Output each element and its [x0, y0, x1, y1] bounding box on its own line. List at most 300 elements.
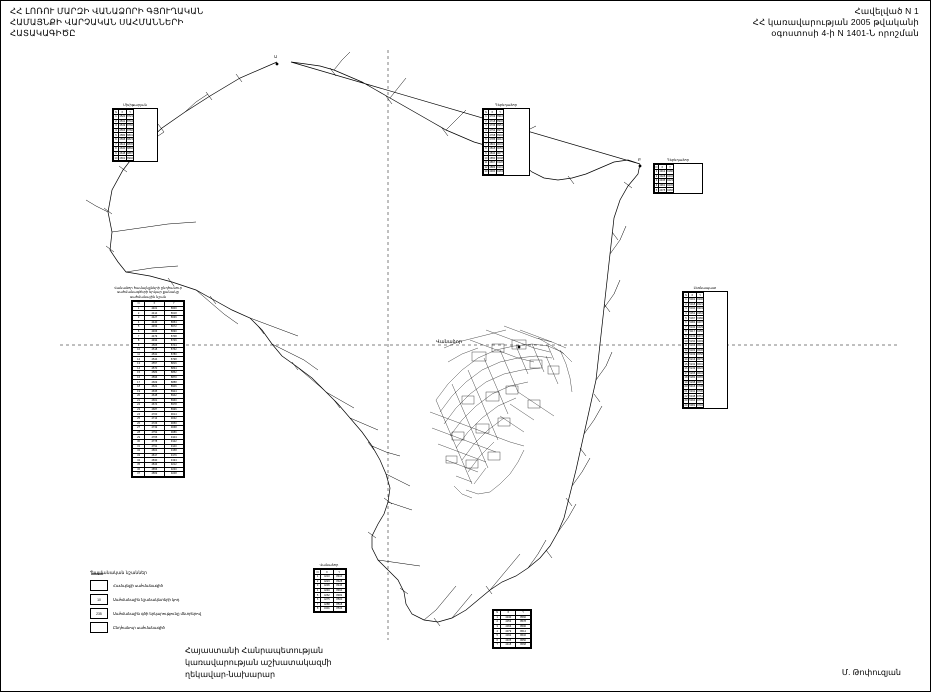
- table-cell: 8932: [497, 119, 503, 123]
- table-cell: 9248: [164, 472, 183, 477]
- title-left: ՀՀ ԼՈՌՈՒ ՄԱՐԶԻ ՎԱՆԱՁՈՐԻ ԳՅՈՒՂԱԿԱՆ ՀԱՄԱՅՆՔԻ ՎԱՐՉԱԿԱՆ ՍԱՀՄԱՆՆԵՐԻ ՀԱՏԱԿԱԳԻԾԸ: [10, 6, 204, 38]
- table-cell: 4236: [321, 584, 333, 589]
- table-cell: 9: [685, 334, 687, 338]
- table-cell: 8: [315, 607, 321, 612]
- table-cell: 4440: [145, 320, 164, 325]
- table-cell: 4830: [145, 458, 164, 463]
- table-cell: 4726: [145, 421, 164, 426]
- table-cell: 5: [685, 316, 687, 320]
- table-cell: 8960: [164, 398, 183, 403]
- table-cell: 8721: [127, 115, 133, 119]
- table-cell: 4850: [489, 156, 496, 160]
- table-cell: 8464: [333, 588, 345, 593]
- table-cell: 8762: [164, 348, 183, 353]
- table-cell: 4752: [145, 430, 164, 435]
- table-cell: 3: [133, 316, 145, 321]
- table-cell: 4366: [501, 624, 516, 629]
- table-cell: 11: [484, 161, 488, 165]
- table-header-cell: N: [655, 165, 658, 169]
- table-cell: 4856: [145, 467, 164, 472]
- table-cell: 4598: [119, 138, 126, 142]
- table-cell: 4648: [145, 394, 164, 399]
- table-cell: 4768: [489, 133, 496, 137]
- table-block-debedadzor-east: [653, 158, 703, 194]
- title-right: Հավելված N 1 ՀՀ կառավարության 2005 թվականի օգոստոսի 4-ի N 1401-Ն որոշման: [752, 6, 919, 38]
- table-cell: 4570: [145, 366, 164, 371]
- table-cell: 5216: [689, 357, 696, 361]
- table-cell: 9212: [164, 463, 183, 468]
- table-cell: 6: [115, 138, 117, 142]
- table-cell: 1: [315, 575, 321, 580]
- table-cell: 5: [494, 633, 501, 638]
- table-cell: 9223: [667, 179, 673, 183]
- table-cell: 5150: [689, 339, 696, 343]
- table-cell: 8578: [516, 620, 531, 625]
- table-cell: 9536: [697, 348, 703, 352]
- table-cell: 1: [655, 170, 658, 174]
- table-cell: 9515: [697, 344, 703, 348]
- table-cell: 4453: [145, 325, 164, 330]
- table-cell: 8801: [127, 133, 133, 137]
- table-cell: 8906: [164, 384, 183, 389]
- table-cell: 22: [133, 403, 145, 408]
- table-cell: 3: [315, 584, 321, 589]
- table-cell: 8924: [164, 389, 183, 394]
- legend-label-2: Սահմանային գծի երկարությունը մետրերով: [113, 612, 201, 616]
- table-cell: 4531: [145, 352, 164, 357]
- table-cell: 5: [133, 325, 145, 330]
- table-cell: 9644: [697, 371, 703, 375]
- table-cell: 15: [684, 362, 688, 366]
- table-row: [494, 643, 531, 648]
- table-cell: 5199: [689, 353, 696, 357]
- table-caption-nw: Մխիթարյան: [123, 103, 147, 107]
- table-cell: 4961: [659, 183, 666, 187]
- table-header-cell: Y: [164, 302, 183, 307]
- table-cell: 12: [133, 357, 145, 362]
- legend-label-0: Համայնքի սահմանագիծ: [113, 584, 163, 588]
- table-cell: 4801: [489, 142, 496, 146]
- table-cell: 5381: [689, 403, 696, 407]
- table-cell: 9794: [697, 403, 703, 407]
- legend-swatch-point-code: [90, 594, 108, 605]
- legend-symbol-2: 235: [96, 611, 102, 616]
- table-cell: 4544: [145, 357, 164, 362]
- table-cell: 4700: [145, 412, 164, 417]
- table-cell: 9601: [697, 362, 703, 366]
- table-cell: 4612: [119, 142, 126, 146]
- table-cell: 8: [115, 147, 117, 151]
- table-cell: 2: [485, 119, 487, 123]
- table-header-cell: N: [685, 293, 687, 297]
- table-cell: 7: [133, 334, 145, 339]
- table-cell: 36: [133, 467, 145, 472]
- table-cell: 9558: [697, 353, 703, 357]
- legend-swatch-boundary: [90, 580, 108, 591]
- table-cell: 6: [485, 138, 487, 142]
- table-header-cell: Y: [126, 110, 134, 115]
- table-cell: 4275: [321, 597, 333, 602]
- table-block-south-vanadzor: [307, 563, 351, 613]
- table-cell: 9050: [164, 421, 183, 426]
- table-cell: 4791: [145, 444, 164, 449]
- table-cell: 8672: [164, 325, 183, 330]
- table-cell: 4818: [489, 147, 496, 151]
- table-cell: 5364: [689, 399, 696, 403]
- table-cell: 3: [494, 624, 501, 629]
- table-cell: 9176: [164, 453, 183, 458]
- table-caption-ne: Դեբեդաձոր: [666, 158, 690, 162]
- table-cell: 4765: [145, 435, 164, 440]
- table-cell: 9194: [164, 458, 183, 463]
- legend-item-1: [90, 594, 240, 605]
- table-cell: 2: [494, 620, 501, 625]
- table-cell: 21: [684, 390, 688, 394]
- table-cell: 4223: [321, 579, 333, 584]
- table-cell: 4414: [145, 311, 164, 316]
- table-cell: 5265: [689, 371, 696, 375]
- table-cell: 8994: [497, 133, 503, 137]
- table-cell: 37: [133, 472, 145, 477]
- table-cell: 6: [494, 638, 501, 643]
- table-cell: 25: [133, 417, 145, 422]
- table-cell: 8654: [164, 320, 183, 325]
- table-cell: 9364: [697, 311, 703, 315]
- table-cell: 4427: [145, 316, 164, 321]
- table-cell: 6: [133, 329, 145, 334]
- table-cell: 30: [133, 440, 145, 445]
- table-cell: 8887: [127, 151, 133, 155]
- table-cell: 4392: [501, 633, 516, 638]
- legend-title: Պայմանական նշաններ: [90, 570, 148, 575]
- table-cell: 8978: [164, 403, 183, 408]
- table-header-cell: X: [488, 110, 496, 115]
- table-cell: 4340: [501, 615, 516, 620]
- table-cell: 10: [684, 339, 688, 343]
- table-cell: 4978: [659, 188, 666, 192]
- table-cell: 4288: [321, 602, 333, 607]
- table-header-cell: N: [115, 110, 117, 114]
- table-header-cell: N: [494, 611, 501, 616]
- table-header-cell: X: [118, 110, 126, 115]
- table-cell: 1: [494, 615, 501, 620]
- table-cell: 4883: [489, 165, 496, 169]
- table-cell: 4661: [119, 156, 126, 160]
- table-block-west: [86, 286, 200, 478]
- table-cell: 4: [494, 629, 501, 634]
- table-cell: 11: [684, 344, 688, 348]
- table-cell: 8708: [164, 334, 183, 339]
- table-cell: 4479: [145, 334, 164, 339]
- table-cell: 4: [485, 128, 487, 132]
- table-cell: 1: [685, 298, 687, 302]
- table-cell: 5117: [689, 330, 696, 334]
- table-cell: 5348: [689, 394, 696, 398]
- table-cell: 4687: [145, 407, 164, 412]
- city-label-vanadzor: Վանաձոր: [436, 339, 463, 345]
- table-cell: 2: [685, 302, 687, 306]
- table-cell: 9034: [497, 142, 503, 146]
- table-cell: 4778: [145, 440, 164, 445]
- point-label-east: Բ: [638, 157, 642, 162]
- table-cell: 4834: [489, 151, 496, 155]
- table-cell: 4736: [489, 124, 496, 128]
- table-cell: 5: [315, 593, 321, 598]
- table-cell: 7: [315, 602, 321, 607]
- table-row: [484, 170, 504, 175]
- table-cell: 4713: [145, 417, 164, 422]
- table-cell: 8668: [516, 643, 531, 648]
- table-cell: 8410: [333, 575, 345, 580]
- table-cell: 8845: [127, 142, 133, 146]
- table-cell: 4353: [501, 620, 516, 625]
- table-cell: 8650: [516, 638, 531, 643]
- table-cell: 16: [133, 375, 145, 380]
- table-header-cell: Y: [696, 293, 704, 298]
- table-cell: 9068: [164, 426, 183, 431]
- table-cell: 33: [133, 453, 145, 458]
- table-cell: 8870: [164, 375, 183, 380]
- table-cell: 8823: [127, 138, 133, 142]
- table-cell: 5067: [689, 316, 696, 320]
- table-cell: 4609: [145, 380, 164, 385]
- table-cell: 4674: [145, 403, 164, 408]
- table-cell: 23: [684, 399, 688, 403]
- table-header-cell: X: [145, 302, 164, 307]
- table-cell: 5084: [689, 321, 696, 325]
- table-cell: 1: [485, 115, 487, 119]
- table-cell: 4869: [145, 472, 164, 477]
- table-cell: 4: [685, 311, 687, 315]
- table-cell: 8518: [333, 602, 345, 607]
- table-cell: 5133: [689, 334, 696, 338]
- table-cell: 5249: [689, 367, 696, 371]
- table-cell: 8834: [164, 366, 183, 371]
- table-cell: 35: [133, 463, 145, 468]
- table-cell: 9086: [164, 430, 183, 435]
- table-cell: 8632: [516, 633, 531, 638]
- table-cell: 4648: [119, 151, 126, 155]
- table-block-debedadzor-north: [482, 103, 530, 176]
- table-cell: 9056: [497, 147, 503, 151]
- table-mkhitaryan: [112, 108, 158, 162]
- table-cell: 8726: [164, 338, 183, 343]
- table-header-cell: Y: [516, 611, 531, 616]
- table-cell: 20: [684, 385, 688, 389]
- table-cell: 5051: [689, 311, 696, 315]
- table-cell: 9407: [697, 321, 703, 325]
- table-cell: 4843: [145, 463, 164, 468]
- table-cell: 4580: [119, 133, 126, 137]
- table-cell: 9773: [697, 399, 703, 403]
- table-cell: 4596: [145, 375, 164, 380]
- table-cell: 4418: [501, 643, 516, 648]
- table-cell: 12: [484, 165, 488, 169]
- legend-item-0: [90, 580, 240, 591]
- table-cell: 8760: [127, 124, 133, 128]
- table-cell: 5: [485, 133, 487, 137]
- legend-symbol-1: 10: [97, 597, 101, 602]
- table-cell: 13: [484, 170, 488, 174]
- table-cell: 9: [115, 151, 117, 155]
- table-cell: 8866: [127, 147, 133, 151]
- table-cell: 1: [133, 306, 145, 311]
- table-cell: 3: [685, 307, 687, 311]
- table-cell: 4630: [119, 147, 126, 151]
- table-cell: 9751: [697, 394, 703, 398]
- table-cell: 5298: [689, 380, 696, 384]
- table-cell: 4900: [489, 170, 496, 174]
- table-cell: 5018: [689, 302, 696, 306]
- table-cell: 12: [684, 348, 688, 352]
- table-cell: 31: [133, 444, 145, 449]
- table-cell: 8782: [127, 128, 133, 132]
- table-cell: 3: [115, 124, 117, 128]
- table-cell: 4492: [145, 338, 164, 343]
- table-cell: 22: [684, 394, 688, 398]
- table-cell: 7: [494, 643, 501, 648]
- table-cell: 9687: [697, 380, 703, 384]
- table-cell: 2: [315, 579, 321, 584]
- table-cell: 2: [115, 119, 117, 123]
- table-cell: 9: [485, 151, 487, 155]
- table-cell: 9202: [667, 174, 673, 178]
- table-cell: 8690: [164, 329, 183, 334]
- table-debedadzor-east: [653, 163, 703, 194]
- table-cell: 8614: [516, 629, 531, 634]
- table-cell: 4817: [145, 453, 164, 458]
- table-row: [684, 403, 704, 408]
- table-cell: 4739: [145, 426, 164, 431]
- table-cell: 9: [133, 343, 145, 348]
- table-row: [114, 156, 134, 161]
- table-cell: 9120: [497, 161, 503, 165]
- table-row: [133, 472, 184, 477]
- table-cell: 9141: [497, 165, 503, 169]
- legend-label-1: Սահմանային նշանակետերի կոդ: [113, 598, 180, 602]
- table-row: [315, 607, 346, 612]
- table-header-cell: X: [501, 611, 516, 616]
- table-cell: 34: [133, 458, 145, 463]
- table-cell: 9321: [697, 302, 703, 306]
- table-cell: 4301: [321, 607, 333, 612]
- table-cell: 9230: [164, 467, 183, 472]
- table-header-cell: N: [485, 110, 487, 114]
- table-cell: 9014: [164, 412, 183, 417]
- table-header-cell: Y: [666, 165, 674, 170]
- table-cell: 8: [685, 330, 687, 334]
- table-cell: 27: [133, 426, 145, 431]
- table-cell: 9622: [697, 367, 703, 371]
- table-cell: 2: [655, 174, 658, 178]
- table-cell: 8536: [333, 607, 345, 612]
- table-cell: 8: [133, 338, 145, 343]
- table-cell: 9343: [697, 307, 703, 311]
- table-cell: 4379: [501, 629, 516, 634]
- point-label-north: Ա: [274, 54, 278, 59]
- table-cell: 9386: [697, 316, 703, 320]
- table-cell: 7: [115, 142, 117, 146]
- table-cell: 20: [133, 394, 145, 399]
- table-cell: 28: [133, 430, 145, 435]
- table-cell: 4635: [145, 389, 164, 394]
- table-cell: 2: [133, 311, 145, 316]
- table-cell: 8596: [516, 624, 531, 629]
- table-cell: 21: [133, 398, 145, 403]
- table-cell: 4867: [489, 161, 496, 165]
- table-cell: 1: [115, 115, 117, 119]
- table-cell: 4401: [145, 306, 164, 311]
- table-caption-s: Վանաձոր: [319, 563, 339, 567]
- table-cell: 32: [133, 449, 145, 454]
- table-cell: 19: [133, 389, 145, 394]
- table-cell: 11: [133, 352, 145, 357]
- table-caption-e: Լեռնապատ: [693, 286, 717, 290]
- table-cell: 4: [655, 183, 658, 187]
- table-header-cell: Y: [333, 570, 345, 575]
- table-header-cell: N: [133, 302, 145, 307]
- legend-item-2: [90, 608, 240, 619]
- table-cell: 17: [133, 380, 145, 385]
- table-cell: 8910: [497, 115, 503, 119]
- table-cell: 4: [315, 588, 321, 593]
- table-cell: 8446: [333, 584, 345, 589]
- table-cell: 5166: [689, 344, 696, 348]
- table-header-cell: X: [688, 293, 696, 298]
- table-caption-n: Դեբեդաձոր: [494, 103, 518, 107]
- table-cell: 4: [115, 128, 117, 132]
- table-cell: 4566: [119, 128, 126, 132]
- table-southeast: [492, 609, 532, 649]
- legend-item-3: [90, 622, 240, 633]
- legend-label-3: Ընդհանուր սահմանագիծ: [113, 626, 165, 630]
- table-cell: 9300: [697, 298, 703, 302]
- table-cell: 8942: [164, 394, 183, 399]
- table-cell: 9012: [497, 138, 503, 142]
- table-cell: 9665: [697, 376, 703, 380]
- legend-swatch-length: [90, 608, 108, 619]
- legend-swatch-common-boundary: [90, 622, 108, 633]
- table-cell: 8816: [164, 361, 183, 366]
- table-cell: 4549: [119, 124, 126, 128]
- table-cell: 5315: [689, 385, 696, 389]
- table-cell: 15: [133, 371, 145, 376]
- table-cell: 14: [133, 366, 145, 371]
- table-cell: 19: [684, 380, 688, 384]
- table-cell: 4945: [659, 179, 666, 183]
- table-cell: 5: [115, 133, 117, 137]
- table-cell: 4505: [145, 343, 164, 348]
- table-cell: 9450: [697, 330, 703, 334]
- table-cell: 4: [133, 320, 145, 325]
- signature: Մ. Թոփուզյան: [841, 668, 901, 677]
- table-cell: 8744: [127, 119, 133, 123]
- table-cell: 8780: [164, 352, 183, 357]
- table-cell: 4557: [145, 361, 164, 366]
- table-cell: 9429: [697, 325, 703, 329]
- table-cell: 8744: [164, 343, 183, 348]
- table-cell: 5034: [689, 307, 696, 311]
- table-cell: 10: [133, 348, 145, 353]
- table-cell: 4466: [145, 329, 164, 334]
- table-cell: 4262: [321, 593, 333, 598]
- table-cell: 5100: [689, 325, 696, 329]
- table-header-cell: X: [658, 165, 666, 170]
- table-cell: 4703: [489, 115, 496, 119]
- table-cell: 10: [114, 156, 118, 160]
- table-cell: 5: [655, 188, 658, 192]
- table-block-mkhitaryan: [112, 103, 158, 162]
